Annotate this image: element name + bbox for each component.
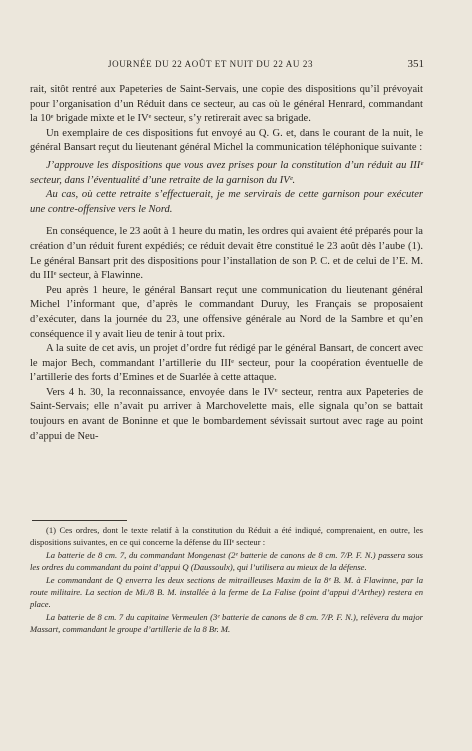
page-header (30, 58, 424, 70)
paragraph: Vers 4 h. 30, la reconnaissance, envoyée dans le IVᵉ secteur, rentra aux Papeteries de Saint-Servais; elle n’avait pu arriver à Marchovelette mais, elle signala qu’on se battait toujours en avant de Boninne et que le bombardement sévissait surtout avec rage au point d’appui de Neu- (30, 386, 423, 442)
quoted-message: J’approuve les dispositions que vous avez prises pour la constitution d’un réduit au IIIᵉ secteur, dans l’éventualité d’une retraite de la garnison du IVᵉ. (30, 159, 423, 186)
paragraph: Un exemplaire de ces dispositions fut envoyé au Q. G. et, dans le courant de la nuit, le général Bansart reçut du lieutenant général Michel la communication téléphonique suivante : (30, 127, 423, 154)
page-number: 351 (407, 58, 424, 70)
footnotes (30, 524, 423, 636)
footnote-rule (32, 520, 127, 521)
paragraph-continued: rait, sitôt rentré aux Papeteries de Saint-Servais, une copie des dispositions qu’il prévoyait pour l’organisation d’un Réduit dans ce secteur, au cas où le général Henrard, commandant la 10ᵉ brigade mixte et le IVᵉ secteur, s’y retirerait avec sa brigade. (30, 84, 423, 125)
footnote-item: Le commandant de Q enverra les deux sections de mitrailleuses Maxim de la 8ᵉ B. M. à Flawinne, par la route militaire. La section de Mi./8 B. M. installée à la ferme de La Falise (point d’appui d’Arthey) restera en place. (30, 574, 423, 610)
paragraph: Peu après 1 heure, le général Bansart reçut une communication du lieutenant général Michel l’informant que, d’après le commandant Duruy, les Français se proposaient d’exécuter, dans la journée du 23, une offensive générale au Nord de la Sambre et qu’en conséquence il y avait lieu de tenir à tout prix. (30, 284, 423, 340)
paragraph: En conséquence, le 23 août à 1 heure du matin, les ordres qui avaient été préparés pour la création d’un réduit furent expédiés; ce réduit devait être constitué le 23 août dès l’aube (1). Le général Bansart prit des dispositions pour l’installation de son P. C. et de celui de l’E. M. du IIIᵉ secteur, à Flawinne. (30, 226, 423, 282)
paragraph: A la suite de cet avis, un projet d’ordre fut rédigé par le général Bansart, de concert avec le major Bech, commandant l’artillerie du IIIᵉ secteur, pour la coopération éventuelle de l’artillerie des forts d’Emines et de Suarlée à cette attaque. (30, 343, 423, 384)
body-text (30, 83, 423, 444)
running-head: JOURNÉE DU 22 AOÛT ET NUIT DU 22 AU 23 (108, 59, 314, 69)
footnote-item: La batterie de 8 cm. 7, du commandant Mongenast (2ᵉ batterie de canons de 8 cm. 7/P. F. N.) passera sous les ordres du commandant du point d’appui Q (Daussoulx), qui l’utilisera au mieux de la défense. (30, 549, 423, 573)
footnote: (1) Ces ordres, dont le texte relatif à la constitution du Réduit a été indiqué, comprenaient, en outre, les dispositions suivantes, en ce qui concerne la défense du IIIᵉ secteur : (30, 525, 423, 548)
quoted-message: Au cas, où cette retraite s’effectuerait, je me servirais de cette garnison pour exécuter une contre-offensive vers le Nord. (30, 189, 423, 215)
footnote-item: La batterie de 8 cm. 7 du capitaine Vermeulen (3ᵉ batterie de canons de 8 cm. 7/P. F. N.), relèvera du major Massart, commandant le groupe d’artillerie de la 8 Br. M. (30, 611, 423, 635)
